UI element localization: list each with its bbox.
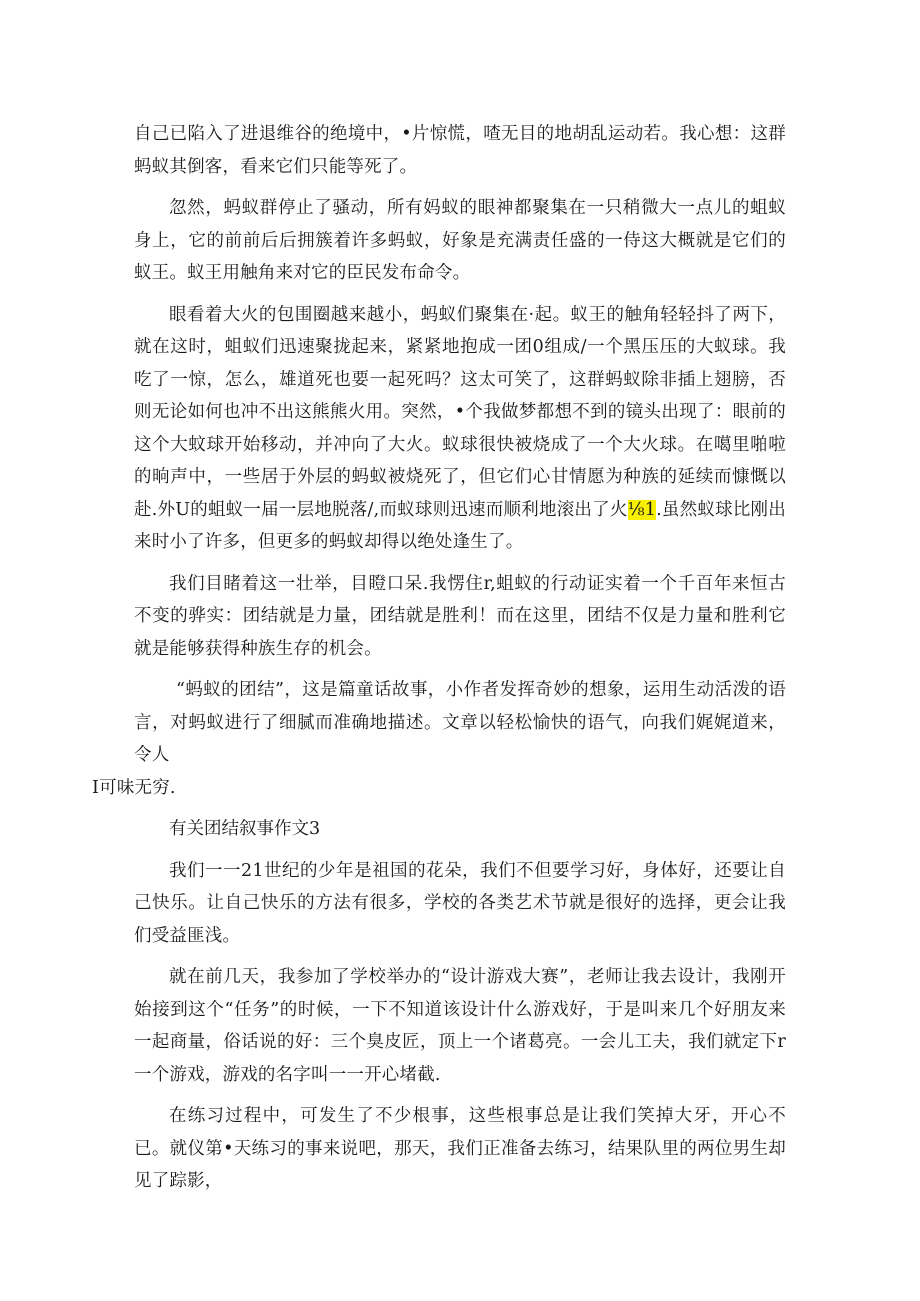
document-body [92,118,786,1207]
paragraph-3 [134,299,786,559]
paragraph-8: 在练习过程中，可发生了不少根事，这些根事总是让我们笑掉大牙，开心不已。就仪第•天练习的事来说吧，那天，我们正准备去练习，结果队里的两位男生却见了踪影， [134,1106,786,1191]
paragraph-4: 我们目睹着这一壮举，目瞪口呆.我愣住r,蛆蚁的行动证实着一个千百年来恒古不变的骅实：团结就是力量，团结就是胜利！而在这里，团结不仅是力量和胜利它就是能够获得种族生存的机会。 [134,573,786,659]
paragraph-2: 忽然，蚂蚁群停止了骚动，所有妈蚁的眼神都聚集在一只稍微大一点儿的蛆蚁身上，它的前前后后拥簇着许多蚂蚁，好象是充满责任盛的一侍这大概就是它们的蚁王。蚁王用触角来对它的臣民发布命令。 [134,198,786,283]
paragraph-6: 我们一一21世纪的少年是祖国的花朵，我们不但要学习好，身体好，还要让自己快乐。让自己快乐的方法有很多，学校的各类艺术节就是很好的选择，更会让我们受益匪浅。 [134,860,786,946]
section-heading: 有关团结叙事作文3 [169,819,321,839]
paragraph-5 [92,674,786,804]
highlighted-text: ⅛1 [627,499,657,520]
paragraph-3-text: 眼看着大火的包围圈越来越小，蚂蚁们聚集在·起。蚁王的触角轻轻抖了两下，就在这时，蛆蚁们迅速聚拢起来，紧紧地抱成一团0组成/一个黑压压的大蚁球。我吃了一惊，怎么，雄道死也要一起死吗？这太可笑了，这群蚂蚁除非插上翅膀，否则无论如何也冲不出这熊熊火用。突然，•个我做梦都想不到的镜头出现了：眼前的这个大蚊球开始移动，并冲向了大火。蚁球很快被烧成了一个大火球。在噶里啪啦的晌声中，一些居于外层的蚂蚁被烧死了，但它们心甘情愿为种族的延续而慷慨以赴.外U的蛆蚁一届一层地脱落/,而蚁球则迅速而顺利地滚出了火 [134,304,786,520]
paragraph-5-text: “蚂蚁的团结”，这是篇童话故事，小作者发挥奇妙的想象，运用生动活泼的语言，对蚂蚁进行了细腻而准确地描述。文章以轻松愉快的语气，向我们娓娓道来，令人 [134,680,786,765]
paragraph-3-tail: .虽然蚁球比刚出来时小了许多，但更多的蚂蚁却得以绝处逢生了。 [134,499,786,552]
paragraph-1: 自己已陷入了进退维谷的绝境中，•片惊慌，喳无目的地胡乱运动若。我心想：这群蚂蚁其倒客，看来它们只能等死了。 [134,124,786,177]
paragraph-5-tail: I可味无穷. [92,777,176,798]
paragraph-7: 就在前几天，我参加了学校举办的“设计游戏大赛”，老师让我去设计，我刚开始接到这个“任务”的时候，一下不知道该设计什么游戏好，于是叫来几个好朋友来一起商量，俗话说的好：三个臭皮匠，顶上一个诸葛亮。一会儿工夫，我们就定下r一个游戏，游戏的名字叫一一开心堵截. [134,967,786,1085]
